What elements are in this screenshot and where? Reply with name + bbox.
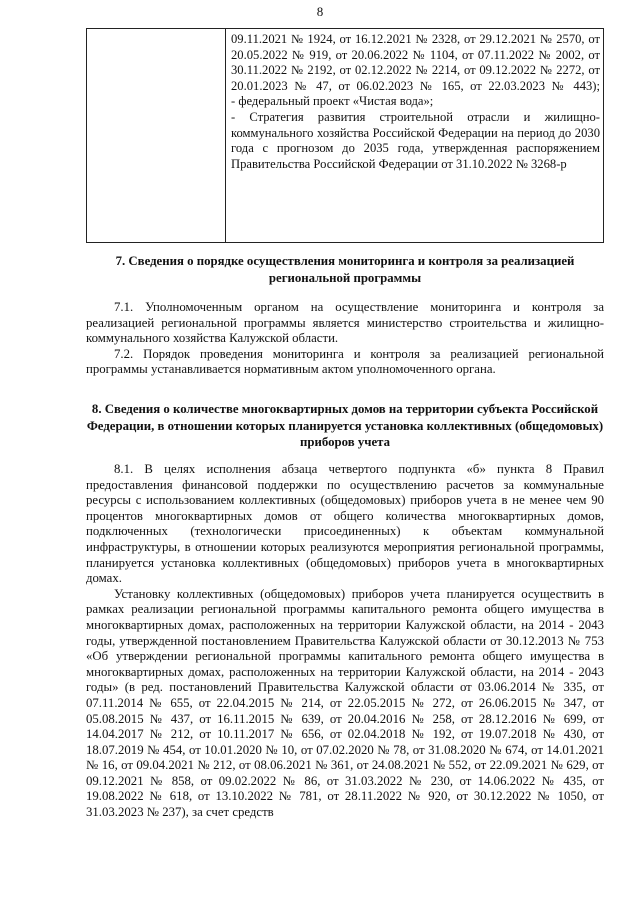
paragraph-8-1: 8.1. В целях исполнения абзаца четвертого подпункта «б» пункта 8 Правил предоставления финансовой поддержки по осуществлению расчетов за коммунальные ресурсы с использованием коллективных (общедомовых) приборов учета в не менее чем 90 процентов многоквартирных домов от общего количества многоквартирных домов, подключенных (технологически присоединенных) к объектам коммунальной инфраструктуры, в отношении которых реализуются мероприятия региональной программы, планируется установка коллективных (общедомовых) приборов учета в многоквартирных домах. bbox=[86, 462, 604, 586]
page-number: 8 bbox=[316, 4, 324, 19]
paragraph-8-2: Установку коллективных (общедомовых) приборов учета планируется осуществить в рамках реализации региональной программы капитального ремонта общего имущества в многоквартирных домах, расположенных на территории Калужской области, на 2014 - 2043 годы, утвержденной постановлением Правительства Калужской области от 30.12.2013 № 753 «Об утверждении региональной программы капитального ремонта общего имущества в многоквартирных домах, расположенных на территории Калужской области, на 2014 - 2043 годы» (в ред. постановлений Правительства Калужской области от 03.06.2014 № 335, от 07.11.2014 № 655, от 22.04.2015 № 214, от 22.05.2015 № 272, от 26.06.2015 № 347, от 05.08.2015 № 437, от 16.11.2015 № 639, от 20.04.2016 № 258, от 28.12.2016 № 699, от 14.04.2017 № 212, от 10.11.2017 № 656, от 02.04.2018 № 192, от 19.07.2018 № 430, от 18.07.2019 № 454, от 10.01.2020 № 10, от 07.02.2020 № 78, от 31.08.2020 № 674, от 14.01.2021 № 16, от 09.04.2021 № 212, от 08.06.2021 № 361, от 24.08.2021 № 552, от 22.09.2021 № 629, от 09.12.2021 № 858, от 09.02.2022 № 86, от 31.03.2022 № 230, от 14.06.2022 № 435, от 19.08.2022 № 618, от 13.10.2022 № 781, от 28.11.2022 № 920, от 30.12.2022 № 1050, от 31.03.2023 № 237), за счет средств bbox=[86, 586, 604, 820]
section-8-heading: 8. Сведения о количестве многоквартирных домов на территории субъекта Российской Федерации, в отношении которых планируется установка коллективных (общедомовых) приборов учета bbox=[86, 402, 604, 449]
section-7-heading: 7. Сведения о порядке осуществления мониторинга и контроля за реализацией региональной программы bbox=[115, 254, 575, 285]
paragraph-7-1: 7.1. Уполномоченным органом на осуществление мониторинга и контроля за реализацией региональной программы является министерство строительства и жилищно-коммунального хозяйства Калужской области. bbox=[86, 300, 604, 346]
table-row bbox=[87, 29, 604, 243]
section-7-body bbox=[86, 300, 604, 378]
table-left-cell bbox=[87, 29, 226, 243]
strategy-item: - Стратегия развития строительной отрасли и жилищно-коммунального хозяйства Российской Федерации на период до 2030 года с прогнозом до 2035 года, утвержденная распоряжением Правительства Российской Федерации от 31.10.2022 № 3268-р bbox=[231, 109, 600, 171]
federal-project-item: - федеральный проект «Чистая вода»; bbox=[231, 94, 434, 109]
amendments-list: 09.11.2021 № 1924, от 16.12.2021 № 2328, от 29.12.2021 № 2570, от 20.05.2022 № 919, от 20.06.2022 № 1104, от 07.11.2022 № 2002, от 30.11.2022 № 2192, от 02.12.2022 № 2214, от 09.12.2022 № 2272, от 20.01.2023 № 47, от 06.02.2023 № 165, от 22.03.2023 № 443); bbox=[231, 32, 600, 93]
table-right-cell bbox=[226, 29, 604, 243]
paragraph-7-2: 7.2. Порядок проведения мониторинга и контроля за реализацией региональной программы устанавливается нормативным актом уполномоченного органа. bbox=[86, 346, 604, 377]
section-8-body bbox=[86, 462, 604, 821]
program-table bbox=[86, 28, 604, 243]
